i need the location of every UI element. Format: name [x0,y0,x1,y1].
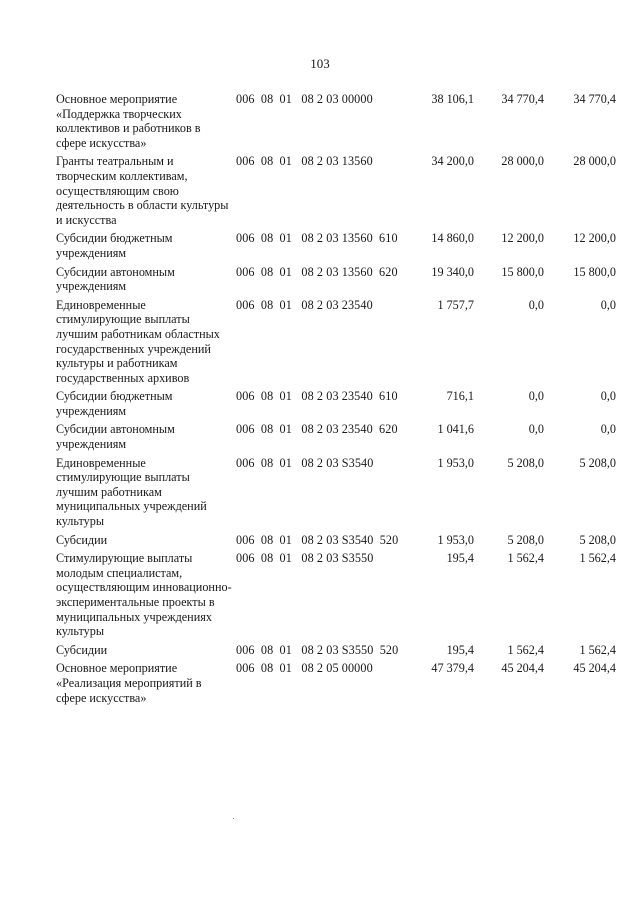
table-row [56,643,620,658]
row-value-2: 1 562,4 [507,642,544,657]
row-value-1: 19 340,0 [431,264,474,279]
row-value-2: 5 208,0 [507,532,544,547]
row-value-2: 0,0 [528,422,544,437]
row-value-3: 15 800,0 [573,264,616,279]
row-name: Гранты театральным и творческим коллективам, осуществляющим свою деятельность в области культуры и искусства [56,154,229,227]
row-value-3: 0,0 [600,422,616,437]
table-row [56,298,620,386]
row-code: 006 08 01 08 2 03 S3540 [236,455,374,470]
row-code: 006 08 01 08 2 03 13560 610 [236,231,398,246]
row-value-2: 0,0 [528,297,544,312]
row-code: 006 08 01 08 2 03 13560 [236,154,373,169]
row-value-1: 1 953,0 [437,455,474,470]
row-value-2: 34 770,4 [501,92,544,106]
row-code: 006 08 01 08 2 03 23540 620 [236,422,398,437]
scan-speck [233,818,234,819]
row-code: 006 08 01 08 2 03 S3550 520 [236,642,399,657]
row-name: Субсидии бюджетным учреждениям [56,389,173,418]
row-value-3: 0,0 [600,389,616,404]
row-code: 006 08 01 08 2 03 13560 620 [236,264,398,279]
table-row [56,456,620,529]
row-name: Субсидии автономным учреждениям [56,264,175,294]
budget-table [56,92,620,709]
row-value-2: 28 000,0 [501,154,544,169]
row-value-1: 47 379,4 [431,661,474,676]
row-value-3: 1 562,4 [579,642,616,657]
table-row [56,389,620,418]
row-code: 006 08 01 08 2 03 00000 [236,92,373,106]
row-value-3: 1 562,4 [579,551,616,566]
table-row [56,533,620,548]
row-value-1: 716,1 [446,389,474,404]
table-row [56,92,620,150]
row-value-3: 5 208,0 [579,532,616,547]
table-row [56,265,620,294]
table-row [56,154,620,227]
row-value-2: 0,0 [528,389,544,404]
row-code: 006 08 01 08 2 03 S3550 [236,551,374,566]
row-value-3: 28 000,0 [573,154,616,169]
row-code: 006 08 01 08 2 03 S3540 520 [236,532,399,547]
row-value-3: 12 200,0 [573,231,616,246]
row-value-1: 195,4 [446,551,474,566]
row-code: 006 08 01 08 2 03 23540 [236,297,373,312]
row-name: Субсидии [56,642,108,657]
row-value-3: 34 770,4 [573,92,616,106]
row-name: Стимулирующие выплаты молодым специалистам, осуществляющим инновационно-экспериментальные проекты в муниципальных учреждениях культуры [56,551,232,639]
row-code: 006 08 01 08 2 05 00000 [236,661,373,676]
row-value-2: 5 208,0 [507,455,544,470]
row-name: Субсидии [56,532,108,547]
table-row [56,551,620,639]
table-row [56,422,620,451]
row-value-1: 14 860,0 [431,231,474,246]
row-value-3: 0,0 [600,297,616,312]
row-value-2: 45 204,4 [501,661,544,676]
row-name: Единовременные стимулирующие выплаты лучшим работникам муниципальных учреждений культуры [56,455,207,529]
row-value-1: 1 953,0 [437,532,474,547]
row-name: Основное мероприятие «Поддержка творческих коллективов и работников в сфере искусства» [56,92,201,150]
row-value-1: 34 200,0 [431,154,474,169]
row-value-2: 15 800,0 [501,264,544,279]
row-name: Единовременные стимулирующие выплаты лучшим работникам областных государственных учреждений культуры и работникам государственных архивов [56,297,220,385]
row-name: Основное мероприятие «Реализация мероприятий в сфере искусства» [56,661,202,705]
row-value-1: 1 041,6 [437,422,474,437]
row-value-3: 45 204,4 [573,661,616,676]
row-value-1: 1 757,7 [437,297,474,312]
row-code: 006 08 01 08 2 03 23540 610 [236,389,398,404]
row-name: Субсидии автономным учреждениям [56,422,175,452]
page-number: 103 [310,56,330,71]
table-row [56,661,620,705]
table-row [56,231,620,260]
row-value-3: 5 208,0 [579,455,616,470]
row-name: Субсидии бюджетным учреждениям [56,231,173,260]
row-value-2: 1 562,4 [507,551,544,566]
row-value-1: 195,4 [446,642,474,657]
row-value-2: 12 200,0 [501,231,544,246]
row-value-1: 38 106,1 [431,92,474,106]
